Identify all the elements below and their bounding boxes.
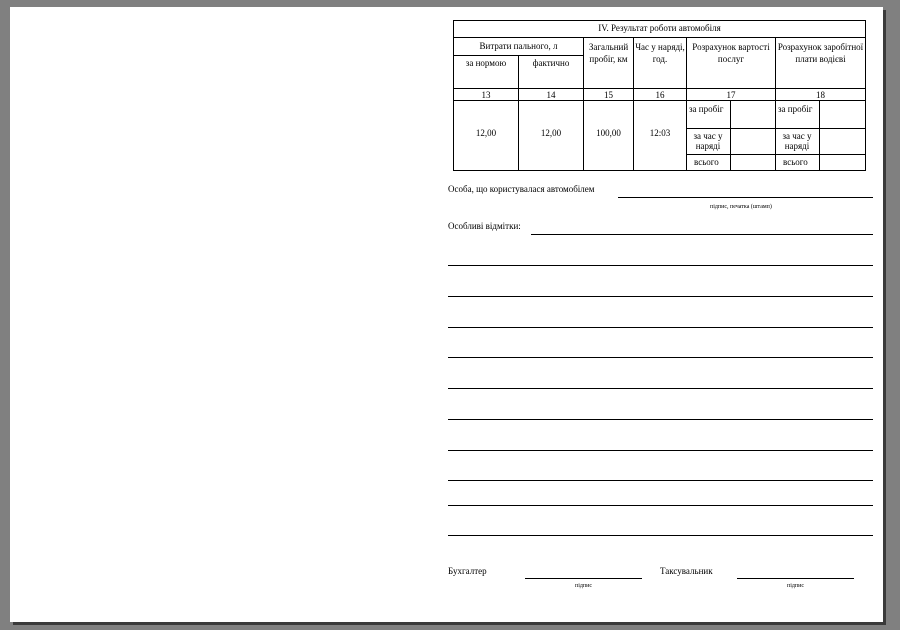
accountant-label: Бухгалтер xyxy=(448,566,487,576)
col-number-18: 18 xyxy=(816,90,825,100)
notes-line xyxy=(531,234,873,235)
notes-line xyxy=(448,265,873,266)
col-number-14: 14 xyxy=(546,90,556,100)
salary-row-time: за час у наряді xyxy=(782,131,812,151)
person-caption: підпис, печатка (штамп) xyxy=(710,204,772,210)
person-signature-line xyxy=(618,197,873,198)
salary-subrow-value-cell xyxy=(819,100,866,129)
accountant-signature-line xyxy=(525,578,642,579)
notes-line xyxy=(448,357,873,358)
service-row-time: за час у наряді xyxy=(693,131,723,151)
salary-subrow-value-cell xyxy=(819,154,866,171)
salary-row-total: всього xyxy=(783,157,808,167)
fuel-header: Витрати пального, л xyxy=(479,41,558,51)
notes-line xyxy=(448,450,873,451)
service-cost-header: Розрахунок вартості послуг xyxy=(692,42,770,64)
col-number-16: 16 xyxy=(655,90,665,100)
service-row-total: всього xyxy=(694,157,719,167)
taxer-label: Таксувальник xyxy=(660,566,713,576)
driver-salary-header: Розрахунок заробітної плати водієві xyxy=(777,42,864,64)
time-header: Час у наряді, год. xyxy=(635,42,685,64)
notes-line xyxy=(448,419,873,420)
taxer-signature-line xyxy=(737,578,854,579)
notes-line xyxy=(448,535,873,536)
notes-line xyxy=(448,480,873,481)
col-number-13: 13 xyxy=(481,90,491,100)
col-number-17: 17 xyxy=(726,90,736,100)
col-number-15: 15 xyxy=(604,90,613,100)
taxer-caption: підпис xyxy=(787,583,805,589)
service-subrow-value-cell xyxy=(730,154,776,171)
mileage-header: Загальний пробіг, км xyxy=(588,42,629,64)
notes-line xyxy=(448,388,873,389)
notes-label: Особливі відмітки: xyxy=(448,221,521,231)
fuel-actual-header: фактично xyxy=(532,58,570,68)
service-subrow-value-cell xyxy=(730,128,776,155)
salary-row-mileage: за пробіг xyxy=(778,104,813,114)
service-row-mileage: за пробіг xyxy=(689,104,724,114)
document-page xyxy=(10,7,883,622)
fuel-norm-value: 12,00 xyxy=(475,128,497,138)
fuel-norm-header: за нормою xyxy=(465,58,507,68)
person-label: Особа, що користувалася автомобілем xyxy=(448,184,595,194)
accountant-caption: підпис xyxy=(575,583,593,589)
notes-line xyxy=(448,296,873,297)
service-subrow-value-cell xyxy=(730,100,776,129)
fuel-actual-value: 12,00 xyxy=(540,128,562,138)
salary-subrow-value-cell xyxy=(819,128,866,155)
notes-line xyxy=(448,505,873,506)
time-value: 12:03 xyxy=(649,128,671,138)
mileage-value: 100,00 xyxy=(596,128,621,138)
table-title: IV. Результат роботи автомобіля xyxy=(598,23,721,33)
notes-line xyxy=(448,327,873,328)
